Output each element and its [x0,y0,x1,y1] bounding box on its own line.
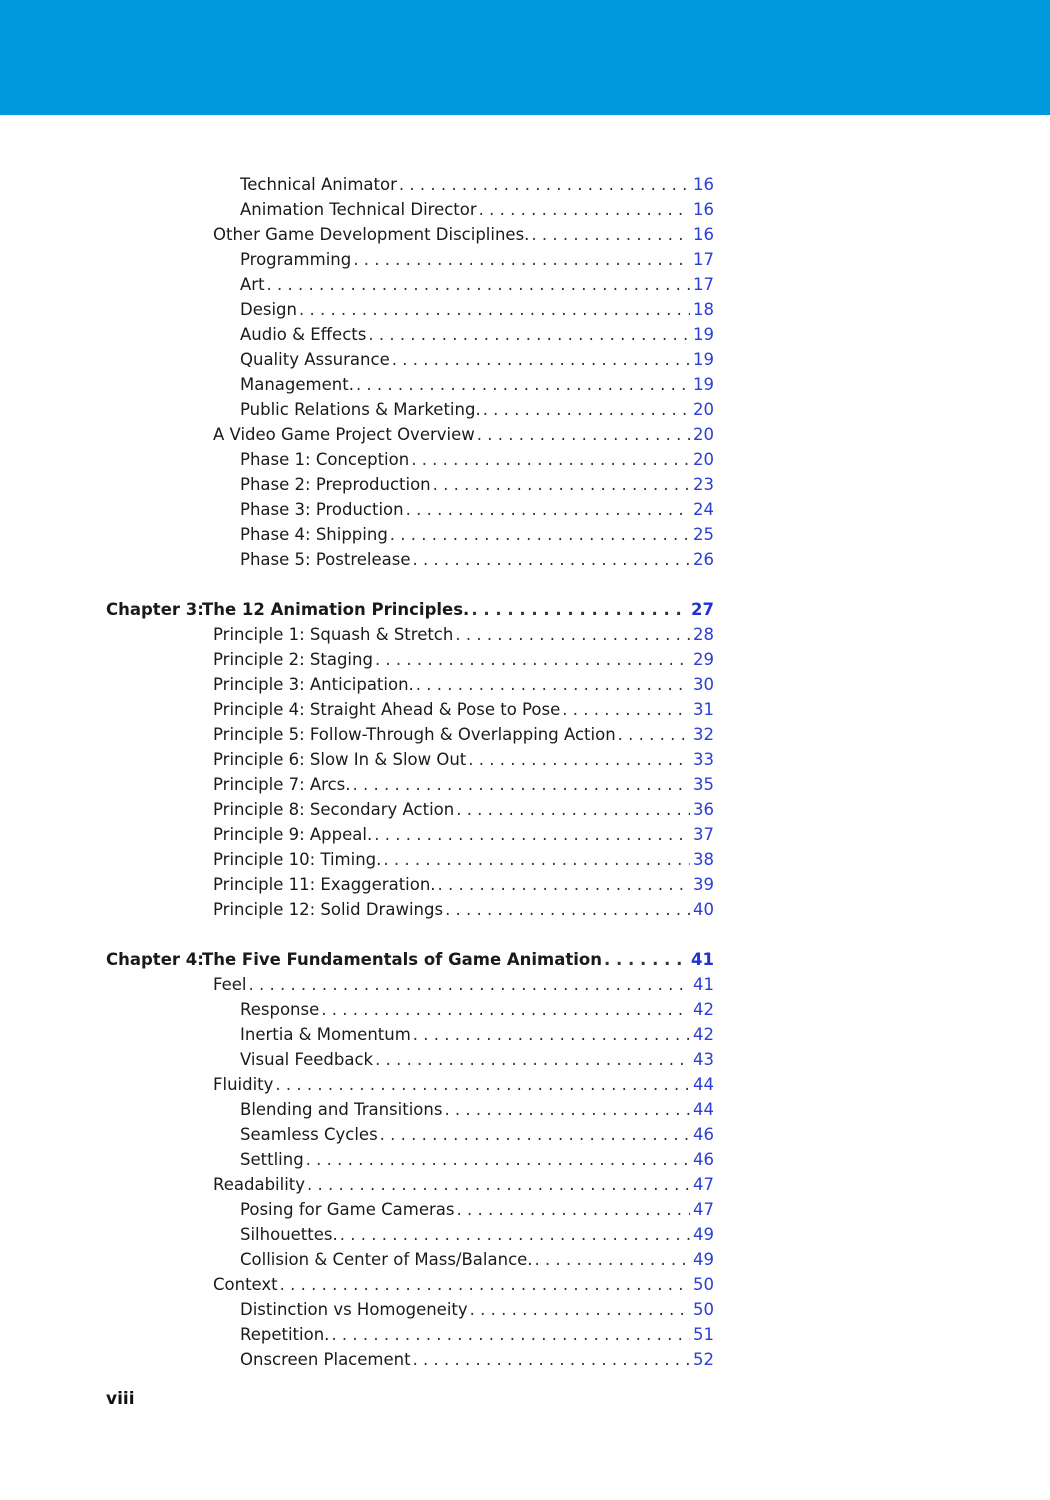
toc-entry[interactable] [0,1147,1050,1172]
dot-leader [456,1197,690,1222]
entry-title: Animation Technical Director [240,200,477,219]
entry-title: Principle 1: Squash & Stretch [213,625,454,644]
toc-entry-line [240,1047,714,1072]
toc-entry-line [240,1297,714,1322]
dot-leader [477,422,690,447]
page-number-link[interactable]: 27 [691,600,714,619]
entry-title: Programming [240,250,352,269]
toc-entry-line [240,247,714,272]
page-number-link[interactable]: 19 [693,350,714,369]
dot-leader [399,172,690,197]
dot-leader [468,747,690,772]
toc-entry-line [240,172,714,197]
toc-entry[interactable] [0,372,1050,397]
entry-title: Phase 4: Shipping [240,525,388,544]
dot-leader [413,547,690,572]
toc-entry[interactable] [0,1122,1050,1147]
toc-entry[interactable] [0,1222,1050,1247]
page-number-link[interactable]: 47 [693,1175,714,1194]
page-number-link[interactable]: 50 [693,1275,714,1294]
toc-entry[interactable] [0,672,1050,697]
toc-entry[interactable] [0,1197,1050,1222]
entry-title: Design [240,300,297,319]
entry-title: Principle 12: Solid Drawings [213,900,444,919]
entry-title: Inertia & Momentum [240,1025,411,1044]
toc-entry-line [213,822,714,847]
dot-leader [331,1322,690,1347]
page-number-link[interactable]: 49 [693,1250,714,1269]
entry-title: Principle 10: Timing. [213,850,382,869]
dot-leader [353,247,690,272]
dot-leader [340,1222,690,1247]
toc-entry[interactable] [0,247,1050,272]
page-number-link[interactable]: 52 [693,1350,714,1369]
dot-leader [380,1122,690,1147]
page-number-link[interactable]: 39 [693,875,714,894]
toc-entry[interactable] [0,297,1050,322]
page-number-link[interactable]: 41 [691,950,714,969]
page-number-link[interactable]: 33 [693,750,714,769]
toc-entry[interactable] [0,397,1050,422]
toc-entry-line [213,222,714,247]
toc-entry-line [213,622,714,647]
entry-title: Other Game Development Disciplines. [213,225,530,244]
entry-title: Technical Animator [240,175,397,194]
dot-leader [562,697,690,722]
toc-entry-line [213,872,714,897]
entry-title: Principle 11: Exaggeration. [213,875,436,894]
toc-entry[interactable] [0,1322,1050,1347]
toc-entry[interactable] [0,422,1050,447]
page-number-link[interactable]: 16 [693,175,714,194]
page-number-link[interactable]: 16 [693,225,714,244]
entry-title: Art [240,275,265,294]
dot-leader [356,372,690,397]
entry-title: Principle 8: Secondary Action [213,800,455,819]
dot-leader [531,222,690,247]
toc-entry[interactable] [0,547,1050,572]
page-number-link[interactable]: 44 [693,1100,714,1119]
toc-entry-line [240,1322,714,1347]
entry-title: Management. [240,375,354,394]
entry-title: Posing for Game Cameras [240,1200,455,1219]
dot-leader [411,447,690,472]
dot-leader [483,397,690,422]
toc-entry-line [240,1197,714,1222]
dot-leader [375,1047,690,1072]
toc-entry[interactable] [0,697,1050,722]
dot-leader [280,1272,690,1297]
toc-entry-line [240,1097,714,1122]
toc-entry[interactable] [0,197,1050,222]
page-number-link[interactable]: 17 [693,250,714,269]
toc-entry[interactable] [0,322,1050,347]
toc-entry[interactable] [0,872,1050,897]
dot-leader [413,1022,690,1047]
toc-entry-line [240,1122,714,1147]
dot-leader [275,1072,690,1097]
toc-entry-line [240,447,714,472]
dot-leader [535,1247,690,1272]
toc-entry-line [240,472,714,497]
page-number-link[interactable]: 30 [693,675,714,694]
toc-entry-line [240,397,714,422]
entry-title: Principle 6: Slow In & Slow Out [213,750,467,769]
entry-title: Context [213,1275,278,1294]
entry-title: Phase 2: Preproduction [240,475,431,494]
entry-title: Phase 3: Production [240,500,404,519]
entry-title: A Video Game Project Overview [213,425,475,444]
dot-leader [383,847,690,872]
page-number-link[interactable]: 41 [693,975,714,994]
dot-leader [299,297,690,322]
dot-leader [433,472,690,497]
entry-title: Distinction vs Homogeneity [240,1300,468,1319]
toc-entry[interactable] [0,172,1050,197]
page-number-link[interactable]: 35 [693,775,714,794]
toc-entry[interactable] [0,272,1050,297]
entry-title: Repetition. [240,1325,330,1344]
page-number-link[interactable]: 50 [693,1300,714,1319]
toc-entry-line [213,697,714,722]
entry-title: Phase 5: Postrelease [240,550,411,569]
page-folio: viii [106,1389,135,1409]
dot-leader [374,822,690,847]
entry-title: Principle 9: Appeal. [213,825,373,844]
entry-title: Fluidity [213,1075,274,1094]
entry-title: Blending and Transitions [240,1100,443,1119]
entry-title: Visual Feedback [240,1050,374,1069]
toc-entry-line [240,372,714,397]
dot-leader [306,1147,690,1172]
dot-leader [455,622,690,647]
toc-entry[interactable] [0,797,1050,822]
toc-entry-line [213,422,714,447]
entry-title: Readability [213,1175,306,1194]
dot-leader [413,1347,690,1372]
dot-leader [321,997,690,1022]
entry-title: Principle 3: Anticipation. [213,675,414,694]
table-of-contents [0,172,1050,1372]
entry-title: Seamless Cycles [240,1125,378,1144]
toc-entry-line [240,197,714,222]
dot-leader [248,972,690,997]
entry-title: Collision & Center of Mass/Balance. [240,1250,533,1269]
dot-leader [353,772,690,797]
toc-entry-line [240,1022,714,1047]
toc-entry[interactable] [0,847,1050,872]
toc-entry[interactable] [0,1047,1050,1072]
entry-title: Response [240,1000,320,1019]
toc-entry[interactable] [0,822,1050,847]
toc-entry-line [240,1222,714,1247]
page-number-link[interactable]: 31 [693,700,714,719]
toc-entry-line [213,897,714,922]
chapter-name: The Five Fundamentals of Game Animation [202,950,603,969]
entry-title: Audio & Effects [240,325,367,344]
chapter-name: The 12 Animation Principles. [202,600,470,619]
page-number-link[interactable]: 47 [693,1200,714,1219]
dot-leader [438,872,690,897]
toc-entry-line [240,297,714,322]
entry-title: Principle 7: Arcs. [213,775,351,794]
dot-leader [618,722,690,747]
page-number-link[interactable]: 20 [693,425,714,444]
entry-title: Onscreen Placement [240,1350,411,1369]
page-number-link[interactable]: 44 [693,1075,714,1094]
toc-entry[interactable] [0,1022,1050,1047]
toc-entry-line [240,272,714,297]
toc-entry-line [213,672,714,697]
toc-entry-line [213,1272,714,1297]
toc-entry-line [240,1247,714,1272]
page-number-link[interactable]: 46 [693,1125,714,1144]
toc-entry-line [213,722,714,747]
toc-entry[interactable] [0,972,1050,997]
toc-entry-line [213,972,714,997]
toc-entry-line [106,947,714,972]
chapter-number: Chapter 4: [106,950,204,969]
entry-title: Quality Assurance [240,350,390,369]
entry-title: Principle 5: Follow-Through & Overlapping Action [213,725,616,744]
toc-entry[interactable] [0,1072,1050,1097]
page-number-link[interactable]: 19 [693,375,714,394]
page-number-link[interactable]: 18 [693,300,714,319]
toc-entry[interactable] [0,1247,1050,1272]
page-number-link[interactable]: 49 [693,1225,714,1244]
page-number-link[interactable]: 20 [693,400,714,419]
toc-entry-line [240,997,714,1022]
toc-entry[interactable] [0,1347,1050,1372]
page-number-link[interactable]: 16 [693,200,714,219]
toc-entry[interactable] [0,1172,1050,1197]
toc-entry[interactable] [0,722,1050,747]
page-number-link[interactable]: 19 [693,325,714,344]
entry-title: Phase 1: Conception [240,450,410,469]
toc-entry[interactable] [0,222,1050,247]
toc-entry[interactable] [0,647,1050,672]
toc-chapter-entry[interactable] [0,597,1050,622]
toc-entry-line [240,1147,714,1172]
toc-entry-line [240,497,714,522]
toc-entry[interactable] [0,1272,1050,1297]
entry-title: Principle 2: Staging [213,650,373,669]
chapter-number: Chapter 3: [106,600,204,619]
page-number-link[interactable]: 20 [693,450,714,469]
dot-leader [406,497,690,522]
toc-entry-line [240,347,714,372]
toc-entry-line [213,1172,714,1197]
toc-entry-line [106,597,714,622]
entry-title: Feel [213,975,247,994]
toc-entry[interactable] [0,747,1050,772]
page-number-link[interactable]: 51 [693,1325,714,1344]
toc-entry[interactable] [0,347,1050,372]
dot-leader [368,322,690,347]
page-number-link[interactable]: 38 [693,850,714,869]
entry-title: Public Relations & Marketing. [240,400,481,419]
page-number-link[interactable]: 40 [693,900,714,919]
toc-entry-line [213,772,714,797]
toc-entry[interactable] [0,1097,1050,1122]
entry-title: Principle 4: Straight Ahead & Pose to Pose [213,700,561,719]
toc-entry[interactable] [0,622,1050,647]
toc-entry-line [240,522,714,547]
page-number-link[interactable]: 42 [693,1025,714,1044]
dot-leader [471,597,688,622]
toc-entry[interactable] [0,1297,1050,1322]
dot-leader [479,197,690,222]
page-number-link[interactable]: 25 [693,525,714,544]
page-number-link[interactable]: 43 [693,1050,714,1069]
dot-leader [444,1097,690,1122]
chapter-title [106,947,604,972]
toc-entry[interactable] [0,472,1050,497]
page-number-link[interactable]: 29 [693,650,714,669]
page-number-link[interactable]: 17 [693,275,714,294]
entry-title: Settling [240,1150,304,1169]
dot-leader [375,647,690,672]
toc-entry[interactable] [0,997,1050,1022]
chapter-title [106,597,471,622]
toc-entry[interactable] [0,897,1050,922]
dot-leader [456,797,690,822]
toc-entry[interactable] [0,497,1050,522]
toc-entry-line [213,797,714,822]
dot-leader [470,1297,690,1322]
page-number-link[interactable]: 24 [693,500,714,519]
toc-entry-line [213,647,714,672]
header-band [0,0,1050,115]
toc-chapter-entry[interactable] [0,947,1050,972]
page-number-link[interactable]: 36 [693,800,714,819]
page-number-link[interactable]: 26 [693,550,714,569]
page-number-link[interactable]: 32 [693,725,714,744]
toc-entry-line [213,747,714,772]
toc-entry-line [213,847,714,872]
dot-leader [604,947,688,972]
toc-entry-line [240,1347,714,1372]
toc-entry[interactable] [0,772,1050,797]
dot-leader [445,897,690,922]
dot-leader [416,672,690,697]
toc-entry-line [240,322,714,347]
toc-entry-line [213,1072,714,1097]
dot-leader [392,347,690,372]
page-number-link[interactable]: 37 [693,825,714,844]
dot-leader [390,522,690,547]
page-number-link[interactable]: 28 [693,625,714,644]
dot-leader [307,1172,690,1197]
page-number-link[interactable]: 46 [693,1150,714,1169]
entry-title: Silhouettes. [240,1225,338,1244]
toc-entry-line [240,547,714,572]
toc-entry[interactable] [0,447,1050,472]
page-number-link[interactable]: 42 [693,1000,714,1019]
toc-entry[interactable] [0,522,1050,547]
dot-leader [267,272,690,297]
page-number-link[interactable]: 23 [693,475,714,494]
